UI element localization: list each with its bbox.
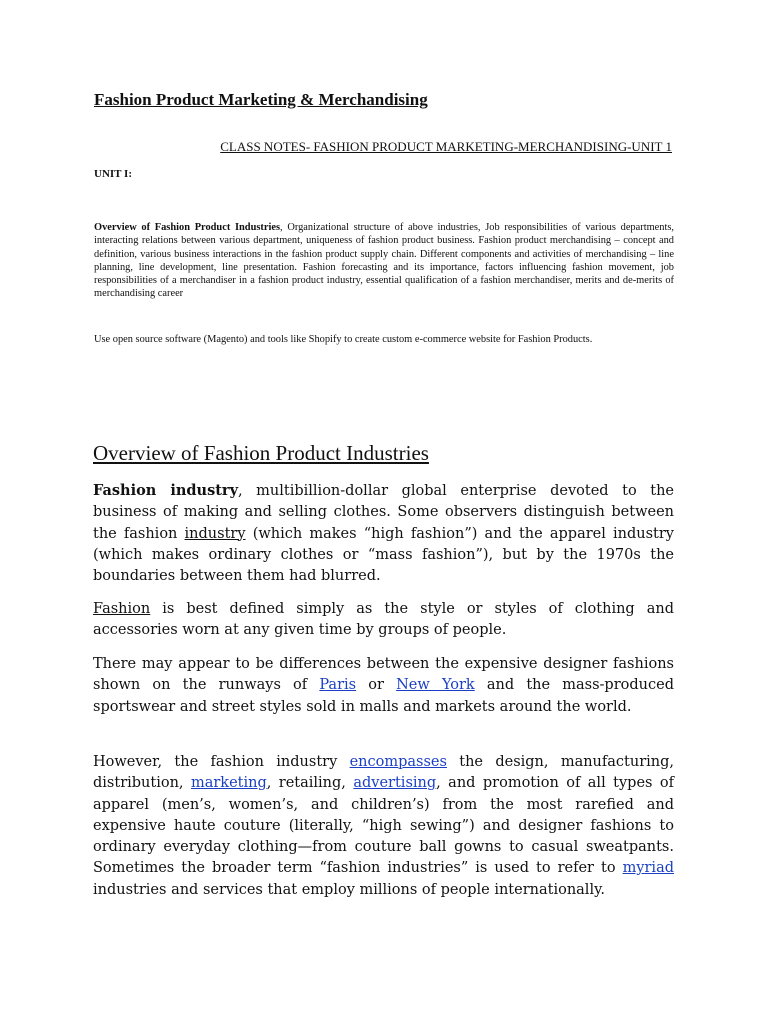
p4-text-a: However, the fashion industry	[93, 754, 350, 770]
link-advertising[interactable]: advertising	[353, 775, 437, 792]
syllabus-lead: Overview of Fashion Product Industries	[94, 222, 281, 233]
section-heading: Overview of Fashion Product Industries	[93, 441, 429, 465]
p1-text-a: , multibillion-dollar global enterprise devoted to the business of making and selling clothes. Some observers distinguish between the fashion	[93, 483, 674, 542]
class-notes-heading	[94, 139, 672, 155]
paragraph-fashion-industry	[93, 480, 674, 587]
term-fashion-industry: Fashion industry	[93, 482, 238, 499]
link-fashion[interactable]: Fashion	[93, 601, 151, 617]
p4-text-c: , retailing,	[266, 775, 354, 792]
link-marketing[interactable]: marketing	[190, 775, 267, 792]
paragraph-differences	[93, 654, 674, 718]
p3-text-b: and the mass-produced sportswear and street styles sold in malls and markets around the world.	[93, 677, 674, 715]
p3-text-or: or	[356, 677, 397, 694]
paragraph-industry-scope	[93, 752, 674, 901]
link-encompasses[interactable]: encompasses	[349, 754, 447, 770]
syllabus-text: , Organizational structure of above industries, Job responsibilities of various departments, interacting relations between various department, uniqueness of fashion product business. Fashion product merchandising – concept and definition, various business interactions in the fashion product supply chain. Different components and activities of merchandising – line planning, line development, line presentation. Fashion forecasting and its importance, factors influencing fashion movement, job responsibilities of a merchandiser in a fashion product industry, essential qualification of a fashion merchandiser, merits and de-merits of merchandising career	[94, 222, 675, 300]
p4-text-e: industries and services that employ millions of people internationally.	[93, 881, 605, 898]
link-paris[interactable]: Paris	[319, 677, 357, 694]
syllabus-paragraph	[94, 221, 674, 301]
link-industry[interactable]: industry	[184, 525, 246, 542]
paragraph-fashion-definition	[93, 599, 674, 642]
p2-text: is best defined simply as the style or styles of clothing and accessories worn at any given time by groups of people.	[93, 601, 674, 639]
link-myriad[interactable]: myriad	[622, 860, 674, 877]
link-new-york[interactable]: New York	[396, 677, 475, 694]
p4-text-d: , and promotion of all types of apparel (men’s, women’s, and children’s) from the most rarefied and expensive haute couture (literally, “high sewing”) and designer fashions to ordinary everyday clothing—from couture ball gowns to casual sweatpants. Sometimes the broader term “fashion industries” is used to refer to	[93, 775, 674, 877]
unit-label: UNIT I:	[94, 168, 133, 180]
document-title: Fashion Product Marketing & Merchandising	[94, 90, 428, 109]
p1-text-b: (which makes “high fashion”) and the apparel industry (which makes ordinary clothes or “mass fashion”), but by the 1970s the boundaries between them had blurred.	[93, 525, 674, 585]
p4-text-b: the design, manufacturing, distribution,	[93, 754, 674, 792]
software-note: Use open source software (Magento) and tools like Shopify to create custom e-commerce website for Fashion Products.	[94, 334, 593, 345]
class-notes-text: CLASS NOTES- FASHION PRODUCT MARKETING-MERCHANDISING-UNIT 1	[220, 139, 672, 154]
p3-text-a: There may appear to be differences between the expensive designer fashions shown on the runways of	[93, 656, 674, 694]
